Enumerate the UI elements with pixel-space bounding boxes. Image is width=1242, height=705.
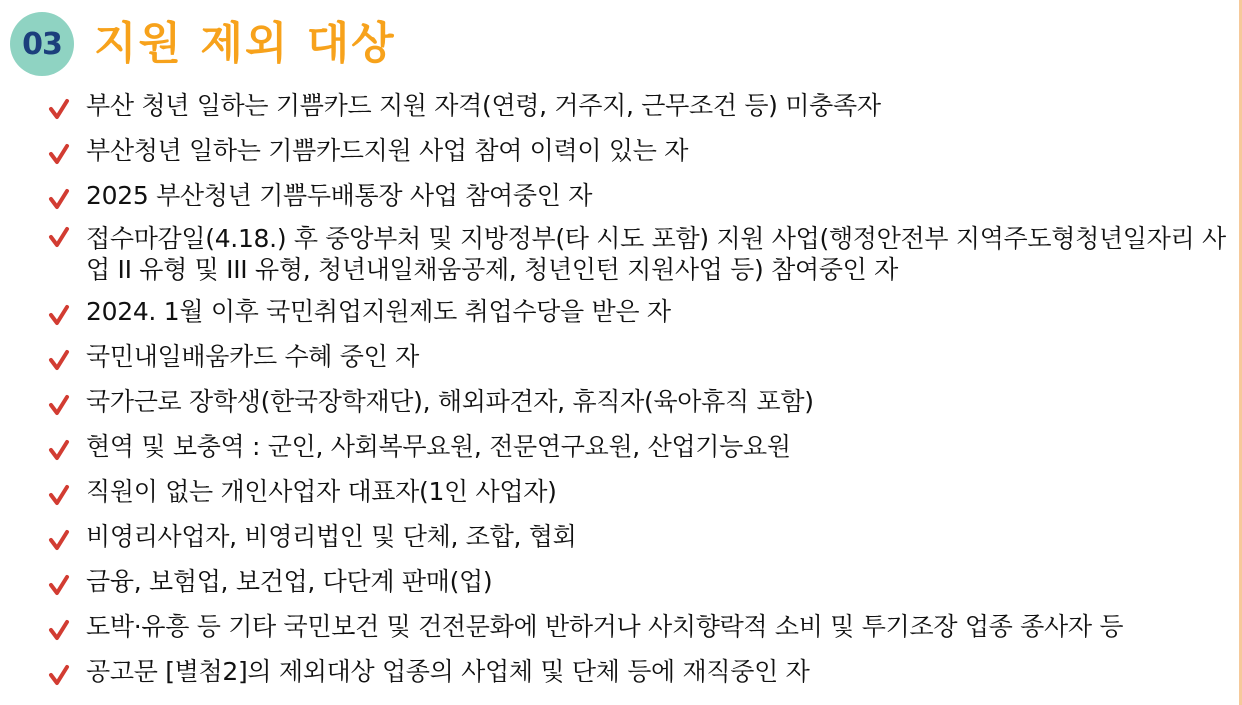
list-item — [48, 88, 1240, 124]
list-item-text: 부산청년 일하는 기쁨카드지원 사업 참여 이력이 있는 자 — [86, 136, 689, 165]
check-mark-icon — [48, 304, 70, 326]
list-item-text: 공고문 [별첨2]의 제외대상 업종의 사업체 및 단체 등에 재직중인 자 — [86, 657, 810, 686]
list-item-text: 국가근로 장학생(한국장학재단), 해외파견자, 휴직자(육아휴직 포함) — [86, 387, 814, 416]
list-item-text: 국민내일배움카드 수혜 중인 자 — [86, 342, 419, 371]
check-mark-icon — [48, 664, 70, 686]
check-mark-icon — [48, 143, 70, 165]
list-item-text: 직원이 없는 개인사업자 대표자(1인 사업자) — [86, 477, 557, 506]
list-item — [48, 339, 1240, 375]
check-mark-icon — [48, 619, 70, 641]
list-item — [48, 474, 1240, 510]
list-item-text: 도박·유흥 등 기타 국민보건 및 건전문화에 반하거나 사치향락적 소비 및 투기조장 업종 종사자 등 — [86, 612, 1124, 641]
check-mark-icon — [48, 98, 70, 120]
list-item — [48, 519, 1240, 555]
check-mark-icon — [48, 439, 70, 461]
section-number: 03 — [22, 26, 62, 62]
list-item — [48, 294, 1240, 330]
list-item — [48, 133, 1240, 169]
check-mark-icon — [48, 529, 70, 551]
check-mark-icon — [48, 394, 70, 416]
section-header — [10, 12, 396, 76]
check-mark-icon — [48, 574, 70, 596]
list-item — [48, 223, 1240, 285]
section-title: 지원 제외 대상 — [94, 18, 396, 69]
list-item — [48, 178, 1240, 214]
list-item-text: 현역 및 보충역 : 군인, 사회복무요원, 전문연구요원, 산업기능요원 — [86, 432, 791, 461]
list-item — [48, 654, 1240, 690]
check-mark-icon — [48, 484, 70, 506]
check-mark-icon — [48, 349, 70, 371]
list-item-text: 2025 부산청년 기쁨두배통장 사업 참여중인 자 — [86, 181, 593, 210]
check-mark-icon — [48, 226, 70, 248]
list-item-text: 접수마감일(4.18.) 후 중앙부처 및 지방정부(타 시도 포함) 지원 사업(행정안전부 지역주도형청년일자리 사업 II 유형 및 III 유형, 청년내일채움공제, 청년인턴 지원사업 등) 참여중인 자 — [86, 224, 1226, 284]
list-item-text: 2024. 1월 이후 국민취업지원제도 취업수당을 받은 자 — [86, 297, 671, 326]
list-item — [48, 609, 1240, 645]
exclusion-list — [48, 88, 1240, 699]
list-item-text: 부산 청년 일하는 기쁨카드 지원 자격(연령, 거주지, 근무조건 등) 미충족자 — [86, 91, 881, 120]
check-mark-icon — [48, 188, 70, 210]
list-item — [48, 564, 1240, 600]
list-item-text: 비영리사업자, 비영리법인 및 단체, 조합, 협회 — [86, 522, 577, 551]
list-item — [48, 384, 1240, 420]
section-number-badge — [10, 12, 74, 76]
list-item-text: 금융, 보험업, 보건업, 다단계 판매(업) — [86, 567, 493, 596]
list-item — [48, 429, 1240, 465]
